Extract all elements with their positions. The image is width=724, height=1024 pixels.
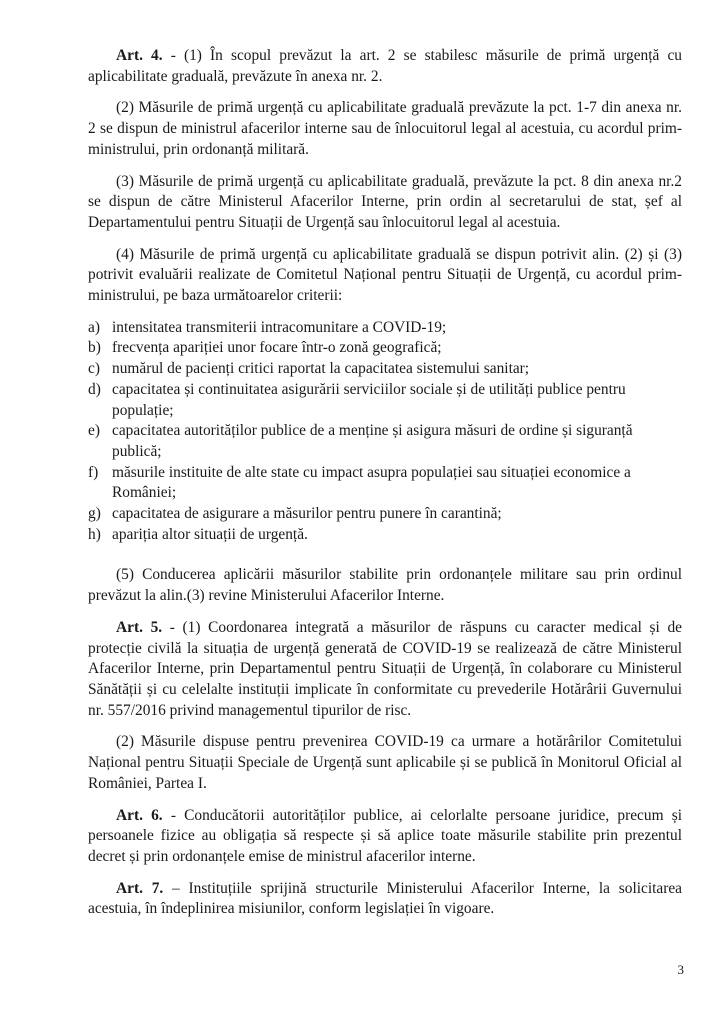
art5-p1-text: - (1) Coordonarea integrată a măsurilor de răspuns cu caracter medical și de protecție civilă la situația de urgență generată de COVID-19 se realizează de către Ministerul Afacerilor Interne, prin Departamentul pentru Situații de Urgență, în colaborare cu Ministerul Sănătății și cu celelalte instituții implicate în conformitate cu prevederile Hotărârii Guvernului nr. 557/2016 privind managementul tipurilor de risc.	[88, 618, 682, 719]
art7-paragraph	[88, 879, 682, 920]
criteria-item	[88, 504, 682, 525]
page-number: 3	[677, 962, 684, 977]
art4-label: Art. 4.	[116, 47, 163, 64]
criteria-item	[88, 359, 682, 380]
art6-text: - Conducătorii autorităților publice, ai celorlalte persoane juridice, precum și persoanele fizice au obligația să respecte și să aplice toate măsurile stabilite prin prezentul decret și prin ordonanțele emise de ministrul afacerilor interne.	[88, 806, 682, 865]
criteria-text: capacitatea autorităților publice de a menține și asigura măsuri de ordine și siguranță publică;	[112, 422, 633, 460]
art7-text: – Instituțiile sprijină structurile Ministerului Afacerilor Interne, la solicitarea acestuia, în îndeplinirea misiunilor, conform legislației în vigoare.	[88, 879, 683, 918]
art5-paragraph-2: (2) Măsurile dispuse pentru prevenirea COVID-19 ca urmare a hotărârilor Comitetului Național pentru Situații Speciale de Urgență sunt aplicabile și se publică în Monitorul Oficial al României, Partea I.	[88, 733, 682, 792]
criteria-marker: e)	[88, 422, 100, 440]
criteria-text: măsurile instituite de alte state cu impact asupra populației sau situației economice a României;	[112, 463, 631, 502]
criteria-item	[88, 525, 682, 546]
criteria-marker: g)	[88, 505, 101, 523]
criteria-item	[88, 338, 682, 359]
criteria-text: intensitatea transmiterii intracomunitare a COVID-19;	[112, 318, 447, 336]
criteria-marker: b)	[88, 339, 101, 357]
criteria-list	[88, 318, 682, 546]
art4-paragraph-1	[88, 46, 682, 87]
criteria-text: capacitatea de asigurare a măsurilor pentru punere în carantină;	[112, 505, 502, 523]
criteria-item	[88, 318, 682, 339]
criteria-marker: h)	[88, 525, 101, 543]
art6-label: Art. 6.	[116, 806, 163, 824]
art4-paragraph-5: (5) Conducerea aplicării măsurilor stabilite prin ordonanțele militare sau prin ordinul prevăzut la alin.(3) revine Ministerului Afacerilor Interne.	[88, 566, 682, 605]
document-page	[88, 46, 682, 931]
criteria-marker: f)	[88, 463, 99, 481]
criteria-text: frecvența apariției unor focare într-o zonă geografică;	[112, 339, 442, 357]
art6-paragraph	[88, 806, 682, 868]
criteria-marker: a)	[88, 318, 100, 336]
criteria-item	[88, 463, 682, 504]
art4-p1-text: - (1) În scopul prevăzut la art. 2 se stabilesc măsurile de primă urgență cu aplicabilitate graduală, prevăzute în anexa nr. 2.	[88, 47, 682, 85]
criteria-text: capacitatea și continuitatea asigurării serviciilor sociale și de utilități publice pentru populație;	[112, 380, 626, 419]
criteria-text: apariția altor situații de urgență.	[112, 525, 308, 543]
criteria-item	[88, 380, 682, 421]
art4-paragraph-2: (2) Măsurile de primă urgență cu aplicabilitate graduală prevăzute la pct. 1-7 din anexa nr. 2 se dispun de ministrul afacerilor interne sau de înlocuitorul legal al acestuia, cu acordul prim-ministrului, prin ordonanță militară.	[88, 99, 682, 158]
art5-label: Art. 5.	[116, 618, 163, 636]
art7-label: Art. 7.	[116, 879, 164, 897]
criteria-marker: d)	[88, 380, 101, 398]
criteria-text: numărul de pacienți critici raportat la capacitatea sistemului sanitar;	[112, 360, 530, 378]
criteria-item	[88, 421, 682, 462]
criteria-marker: c)	[88, 360, 100, 378]
art4-paragraph-4: (4) Măsurile de primă urgență cu aplicabilitate graduală se dispun potrivit alin. (2) și (3) potrivit evaluării realizate de Comitetul Național pentru Situații de Urgență, cu acordul prim-ministrului, pe baza următoarelor criterii:	[88, 245, 682, 305]
art5-paragraph-1	[88, 618, 682, 722]
art4-paragraph-3: (3) Măsurile de primă urgență cu aplicabilitate graduală, prevăzute la pct. 8 din anexa nr.2 se dispun de către Ministerul Afacerilor Interne, prin ordin al secretarului de stat, șef al Departamentului pentru Situații de Urgență sau înlocuitorul legal al acestuia.	[88, 172, 682, 231]
